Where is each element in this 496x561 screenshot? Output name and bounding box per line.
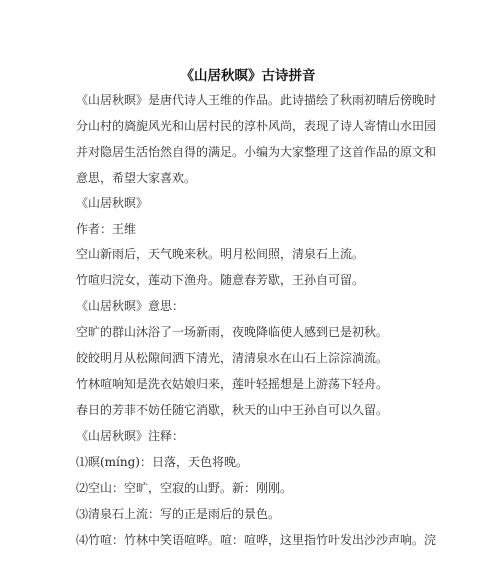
note-line-1: ⑴暝(míng)：日落，天色将晚。	[76, 455, 248, 469]
intro-line-4: 意思，希望大家喜欢。	[76, 171, 197, 185]
meaning-line-1: 空旷的群山沐浴了一场新雨，夜晚降临使人感到已是初秋。	[76, 325, 389, 339]
meaning-line-4: 春日的芳菲不妨任随它消歇，秋天的山中王孙自可以久留。	[76, 403, 389, 417]
note-line-4: ⑷竹喧：竹林中笑语喧哗。喧：喧哗，这里指竹叶发出沙沙声响。浣	[76, 533, 437, 547]
page-title: 《山居秋暝》古诗拼音	[180, 68, 316, 84]
meaning-line-3: 竹林喧响知是洗衣姑娘归来，莲叶轻摇想是上游荡下轻舟。	[76, 377, 389, 391]
poem-line-2: 竹喧归浣女，莲动下渔舟。随意春芳歇，王孙自可留。	[76, 273, 365, 287]
meaning-heading: 《山居秋暝》意思：	[76, 299, 185, 313]
note-line-3: ⑶清泉石上流：写的正是雨后的景色。	[76, 507, 281, 521]
intro-line-3: 并对隐居生活怡然自得的满足。小编为大家整理了这首作品的原文和	[76, 145, 437, 159]
poem-line-1: 空山新雨后，天气晚来秋。明月松间照，清泉石上流。	[76, 247, 365, 261]
poem-heading: 《山居秋暝》	[76, 196, 149, 210]
note-line-2: ⑵空山：空旷，空寂的山野。新：刚刚。	[76, 481, 293, 495]
intro-line-2: 分山村的旖旎风光和山居村民的淳朴风尚，表现了诗人寄情山水田园	[76, 119, 437, 133]
poem-author: 作者：王维	[76, 222, 137, 236]
meaning-line-2: 皎皎明月从松隙间洒下清光，清清泉水在山石上淙淙淌流。	[76, 351, 389, 365]
intro-line-1: 《山居秋暝》是唐代诗人王维的作品。此诗描绘了秋雨初晴后傍晚时	[76, 93, 437, 107]
notes-heading: 《山居秋暝》注释：	[76, 429, 185, 443]
